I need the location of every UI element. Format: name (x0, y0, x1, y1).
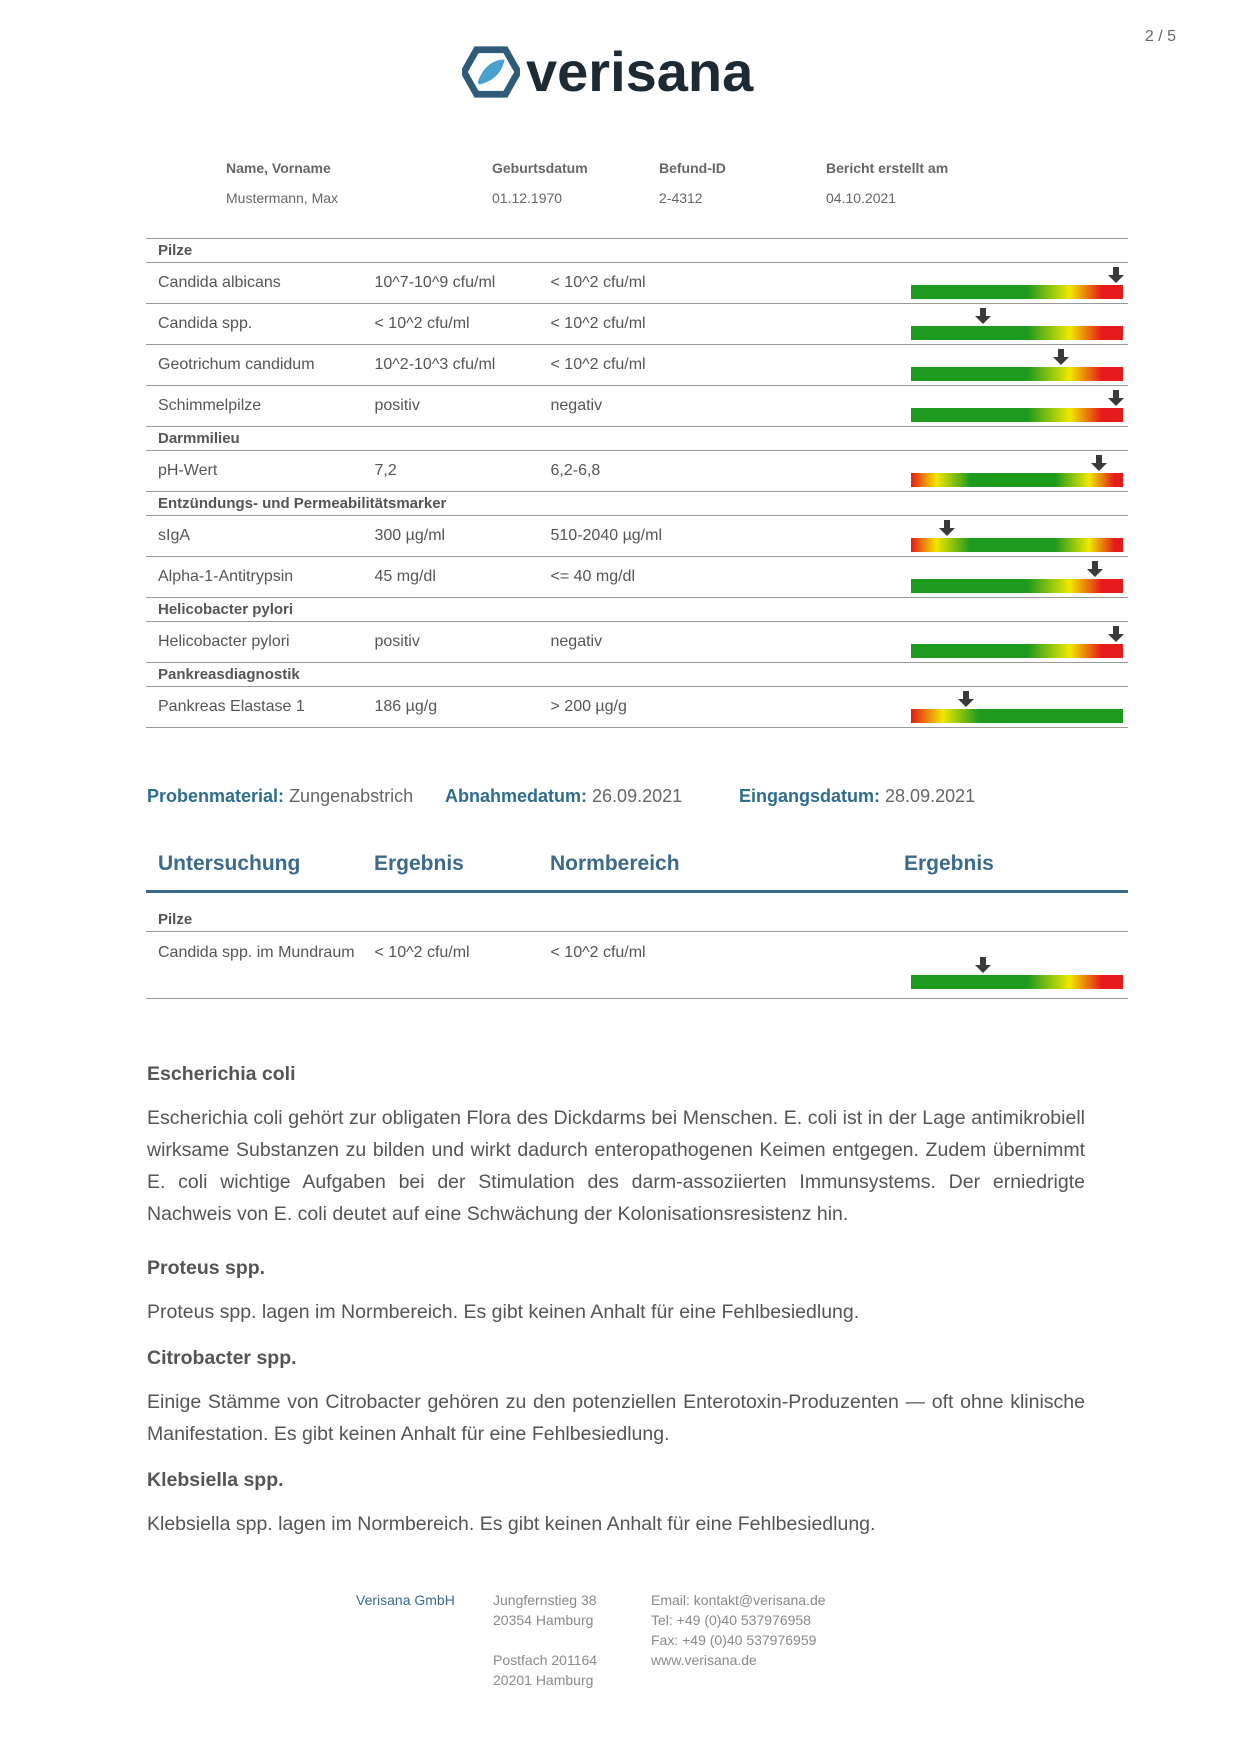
footer-street: Jungfernstieg 38 (493, 1592, 597, 1608)
footer-web[interactable]: www.verisana.de (651, 1652, 757, 1668)
header-result: Ergebnis (374, 852, 464, 875)
proteus-body: Proteus spp. lagen im Normbereich. Es gibt keinen Anhalt für eine Fehlbesiedlung. (147, 1301, 860, 1323)
parameter-result: 186 µg/g (362, 687, 538, 728)
results-table-oral (146, 908, 1128, 999)
report-id-col (659, 160, 726, 206)
patient-name-col (226, 160, 338, 206)
result-gauge-bar (911, 709, 1123, 723)
patient-info (226, 160, 1046, 220)
result-row (146, 304, 1128, 345)
footer-postbox-city: 20201 Hamburg (493, 1672, 594, 1688)
result-gauge-cell (892, 345, 1128, 386)
name-label: Name, Vorname (226, 160, 331, 176)
sample-taken (445, 786, 682, 807)
received-value: 28.09.2021 (885, 786, 976, 806)
result-gauge-cell (892, 622, 1128, 663)
parameter-name: Candida albicans (146, 263, 362, 304)
footer-fax: Fax: +49 (0)40 537976959 (651, 1632, 817, 1648)
result-gauge-cell (892, 687, 1128, 728)
parameter-norm-range: negativ (538, 386, 892, 427)
result-gauge-bar (911, 538, 1123, 552)
parameter-result: 45 mg/dl (362, 557, 538, 598)
citrobacter-section (147, 1342, 1085, 1450)
verisana-logo (462, 40, 754, 103)
parameter-name: Candida spp. im Mundraum (146, 932, 362, 999)
result-row (146, 451, 1128, 492)
parameter-norm-range: 6,2-6,8 (538, 451, 892, 492)
parameter-result: positiv (362, 386, 538, 427)
received-label: Eingangsdatum: (739, 786, 881, 806)
parameter-norm-range: > 200 µg/g (538, 687, 892, 728)
verisana-hexagon-logo-icon (462, 44, 520, 100)
result-gauge-cell (892, 932, 1128, 999)
proteus-title: Proteus spp. (147, 1257, 266, 1279)
result-gauge-cell (892, 304, 1128, 345)
result-row (146, 386, 1128, 427)
parameter-result: positiv (362, 622, 538, 663)
footer-tel: Tel: +49 (0)40 537976958 (651, 1612, 811, 1628)
section-title: Helicobacter pylori (146, 598, 1128, 622)
footer-postbox: Postfach 201164 (493, 1652, 598, 1668)
parameter-name: Candida spp. (146, 304, 362, 345)
section-row (146, 427, 1128, 451)
footer-company: Verisana GmbH (356, 1592, 455, 1608)
result-row (146, 687, 1128, 728)
result-gauge-cell (892, 386, 1128, 427)
dob-col (492, 160, 588, 206)
report-id-label: Befund-ID (659, 160, 726, 176)
results-table-stool (146, 238, 1128, 728)
name-value: Mustermann, Max (226, 190, 339, 206)
ecoli-title: Escherichia coli (147, 1063, 296, 1085)
created-label: Bericht erstellt am (826, 160, 949, 176)
result-row (146, 516, 1128, 557)
dob-label: Geburtsdatum (492, 160, 588, 176)
section-title: Entzündungs- und Permeabilitätsmarker (146, 492, 1128, 516)
section-row (146, 598, 1128, 622)
footer-contact (651, 1590, 826, 1670)
result-gauge-cell (892, 557, 1128, 598)
result-row (146, 932, 1128, 999)
section-title: Pankreasdiagnostik (146, 663, 1128, 687)
result-gauge-bar (911, 408, 1123, 422)
parameter-norm-range: 510-2040 µg/ml (538, 516, 892, 557)
section-title: Pilze (146, 239, 1128, 263)
parameter-name: pH-Wert (146, 451, 362, 492)
parameter-norm-range: <= 40 mg/dl (538, 557, 892, 598)
parameter-norm-range: < 10^2 cfu/ml (538, 932, 892, 999)
section-row (146, 663, 1128, 687)
klebsiella-title: Klebsiella spp. (147, 1469, 284, 1491)
parameter-result: < 10^2 cfu/ml (362, 304, 538, 345)
parameter-name: Geotrichum candidum (146, 345, 362, 386)
result-row (146, 345, 1128, 386)
ecoli-body: Escherichia coli gehört zur obligaten Flora des Dickdarms bei Menschen. E. coli ist in der Lage antimikrobiell wirksame Substanzen zu bilden und wirkt dadurch enteropathogenen Keimen entgegen. Zudem übernimmt E. coli wichtige Aufgaben bei der Stimulation des darm-assoziierten Immunsystems. Der erniedrigte Nachweis von E. coli deutet auf eine Schwächung der Kolonisationsresistenz hin. (147, 1107, 1085, 1225)
results-table-header (146, 850, 1128, 893)
result-row (146, 622, 1128, 663)
result-gauge-cell (892, 516, 1128, 557)
footer-address (493, 1590, 597, 1690)
result-gauge-bar (911, 644, 1123, 658)
result-gauge-bar (911, 473, 1123, 487)
report-id-value: 2-4312 (659, 190, 703, 206)
klebsiella-section (147, 1464, 1085, 1540)
taken-value: 26.09.2021 (592, 786, 683, 806)
parameter-name: Schimmelpilze (146, 386, 362, 427)
result-gauge-bar (911, 367, 1123, 381)
parameter-result: 300 µg/ml (362, 516, 538, 557)
parameter-name: Pankreas Elastase 1 (146, 687, 362, 728)
result-row (146, 557, 1128, 598)
proteus-section (147, 1252, 1085, 1328)
footer-email[interactable]: Email: kontakt@verisana.de (651, 1592, 826, 1608)
taken-label: Abnahmedatum: (445, 786, 588, 806)
parameter-name: sIgA (146, 516, 362, 557)
header-norm-range: Normbereich (550, 852, 680, 875)
result-gauge-bar (911, 285, 1123, 299)
sample-label: Probenmaterial: (147, 786, 285, 806)
result-gauge-bar (911, 975, 1123, 989)
header-examination: Untersuchung (158, 852, 301, 875)
ecoli-section (147, 1058, 1085, 1230)
result-gauge-cell (892, 451, 1128, 492)
created-col (826, 160, 948, 206)
dob-value: 01.12.1970 (492, 190, 563, 206)
result-gauge-bar (911, 579, 1123, 593)
parameter-norm-range: < 10^2 cfu/ml (538, 345, 892, 386)
parameter-norm-range: < 10^2 cfu/ml (538, 304, 892, 345)
sample-received (739, 786, 975, 807)
result-row (146, 263, 1128, 304)
footer-city: 20354 Hamburg (493, 1612, 594, 1628)
section-row (146, 492, 1128, 516)
citrobacter-body: Einige Stämme von Citrobacter gehören zu den potenziellen Enterotoxin-Produzenten — oft ohne klinische Manifestation. Es gibt keinen Anhalt für eine Fehlbesiedlung. (147, 1391, 1085, 1445)
parameter-name: Alpha-1-Antitrypsin (146, 557, 362, 598)
result-gauge-bar (911, 326, 1123, 340)
klebsiella-body: Klebsiella spp. lagen im Normbereich. Es gibt keinen Anhalt für eine Fehlbesiedlung. (147, 1513, 876, 1535)
result-gauge-cell (892, 263, 1128, 304)
sample-material (147, 786, 413, 807)
parameter-result: 10^2-10^3 cfu/ml (362, 345, 538, 386)
brand-name: verisana (526, 40, 754, 103)
page-number: 2 / 5 (1144, 28, 1176, 45)
section-title: Pilze (146, 908, 1128, 932)
header-result-gauge: Ergebnis (904, 852, 994, 875)
section-title: Darmmilieu (146, 427, 1128, 451)
sample-value: Zungenabstrich (289, 786, 414, 806)
citrobacter-title: Citrobacter spp. (147, 1347, 297, 1369)
section-row (146, 908, 1128, 932)
parameter-norm-range: < 10^2 cfu/ml (538, 263, 892, 304)
parameter-norm-range: negativ (538, 622, 892, 663)
parameter-name: Helicobacter pylori (146, 622, 362, 663)
parameter-result: 10^7-10^9 cfu/ml (362, 263, 538, 304)
parameter-result: < 10^2 cfu/ml (362, 932, 538, 999)
created-value: 04.10.2021 (826, 190, 897, 206)
section-row (146, 239, 1128, 263)
parameter-result: 7,2 (362, 451, 538, 492)
